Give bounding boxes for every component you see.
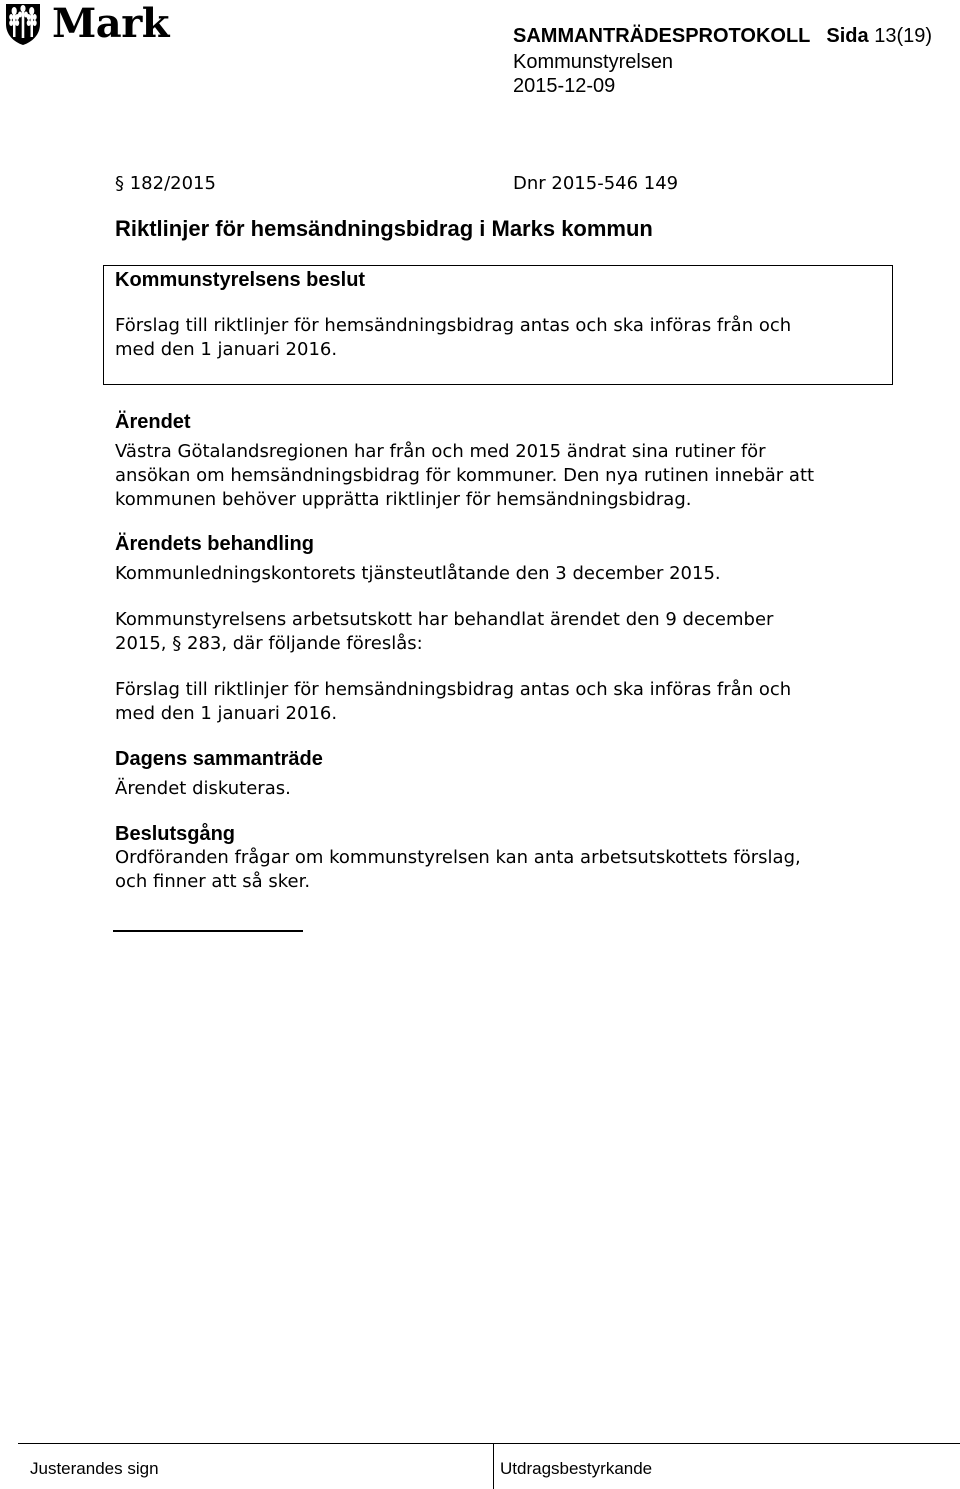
coat-of-arms-icon (4, 2, 42, 46)
handling-text-line: med den 1 januari 2016. (115, 703, 338, 724)
footer-divider (18, 1443, 960, 1444)
footer-justerandes-sign: Justerandes sign (30, 1459, 159, 1478)
page-number: 13(19) (874, 25, 933, 47)
handling-text-line: 2015, § 283, där följande föreslås: (115, 633, 423, 654)
committee-name: Kommunstyrelsen (513, 51, 674, 73)
page-label: Sida (826, 25, 869, 47)
document-type: SAMMANTRÄDESPROTOKOLL (513, 25, 811, 47)
section-symbol: § (172, 633, 182, 654)
matter-text-line: Västra Götalandsregionen har från och med 2015 ändrat sina rutiner för (115, 441, 766, 462)
handling-text-line: Förslag till riktlinjer för hemsändningsbidrag antas och ska införas från och (115, 679, 792, 700)
signature-rule (113, 930, 303, 932)
matter-text-line: kommunen behöver upprätta riktlinjer för hemsändningsbidrag. (115, 489, 692, 510)
logo-wordmark: Mark (52, 0, 169, 47)
footer-utdragsbestyrkande: Utdragsbestyrkande (500, 1459, 653, 1478)
case-number: § 182/2015 (115, 173, 216, 194)
handling-heading: Ärendets behandling (115, 533, 314, 555)
procedure-text-line: och finner att så sker. (115, 871, 311, 892)
handling-text-line: Kommunledningskontorets tjänsteutlåtande den 3 december 2015. (115, 563, 721, 584)
meeting-date: 2015-12-09 (513, 75, 616, 97)
handling-text-line: Kommunstyrelsens arbetsutskott har behandlat ärendet den 9 december (115, 609, 774, 630)
procedure-text-line: Ordföranden frågar om kommunstyrelsen kan anta arbetsutskottets förslag, (115, 847, 801, 868)
municipality-logo (4, 2, 169, 46)
matter-text-line: ansökan om hemsändningsbidrag för kommuner. Den nya rutinen innebär att (115, 465, 815, 486)
decision-text-line: med den 1 januari 2016. (115, 339, 338, 360)
procedure-heading: Beslutsgång (115, 823, 236, 845)
protocol-header (513, 24, 932, 48)
decision-heading: Kommunstyrelsens beslut (115, 269, 366, 291)
meeting-text: Ärendet diskuteras. (115, 778, 291, 799)
diary-number: Dnr 2015-546 149 (513, 173, 679, 194)
footer-separator (493, 1443, 494, 1489)
meeting-heading: Dagens sammanträde (115, 748, 323, 770)
decision-text-line: Förslag till riktlinjer för hemsändningsbidrag antas och ska införas från och (115, 315, 792, 336)
section-symbol: § (115, 173, 124, 194)
matter-heading: Ärendet (115, 411, 191, 433)
case-title: Riktlinjer för hemsändningsbidrag i Marks kommun (115, 216, 653, 241)
